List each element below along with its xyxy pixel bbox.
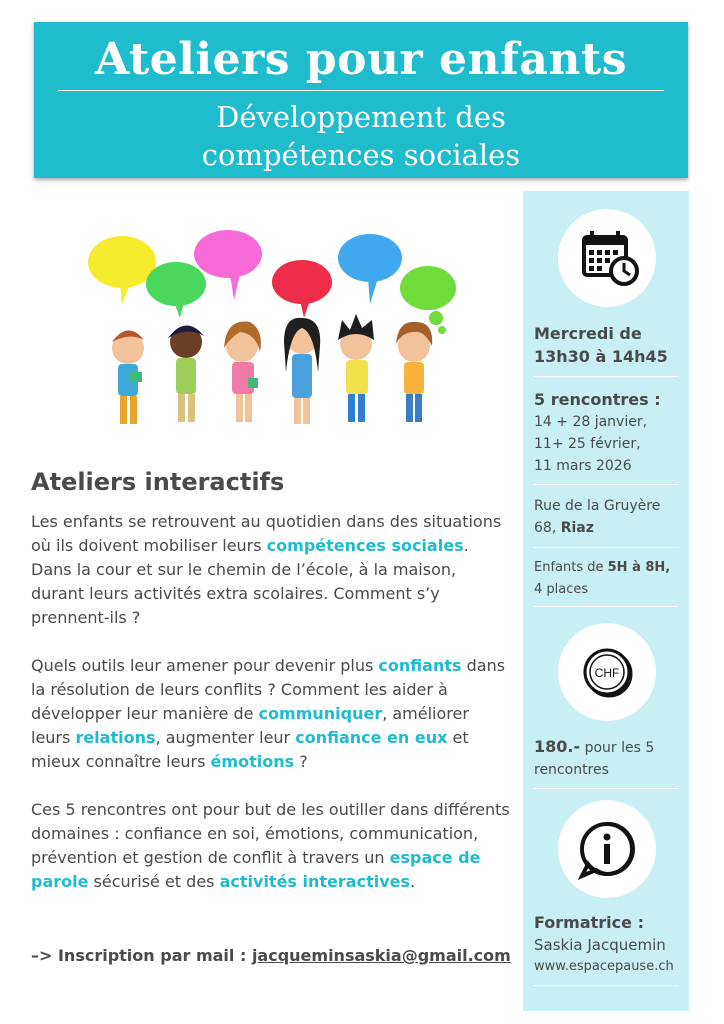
section-title: Ateliers interactifs — [31, 468, 285, 496]
dates-line-1: 14 + 28 janvier, — [534, 414, 648, 430]
trainer-block — [534, 911, 679, 978]
divider — [534, 985, 678, 986]
subtitle-line-1: Développement des — [216, 100, 506, 134]
info-sidebar — [523, 191, 689, 1011]
page-title: Ateliers pour enfants — [95, 34, 627, 85]
divider — [534, 484, 678, 485]
signup-email-link[interactable]: jacqueminsaskia@gmail.com — [251, 946, 511, 965]
address-city-line: 68, Riaz — [534, 520, 594, 536]
price-line: 180.- pour les 5 — [534, 737, 655, 756]
audience-places: 4 places — [534, 582, 589, 597]
address-block — [534, 495, 679, 539]
dates-line-3: 11 mars 2026 — [534, 458, 632, 474]
trainer-title: Formatrice : — [534, 913, 644, 932]
page-subtitle — [34, 98, 688, 174]
title-divider — [58, 90, 664, 91]
chf-coin-icon — [558, 623, 656, 721]
price-line-2: rencontres — [534, 762, 609, 778]
sessions-block — [534, 388, 679, 477]
main-description — [31, 510, 511, 918]
schedule-block — [534, 322, 679, 368]
signup-line — [31, 946, 511, 965]
divider — [534, 788, 678, 789]
calendar-clock-icon — [558, 209, 656, 307]
header-banner — [34, 22, 688, 178]
audience-block — [534, 557, 679, 601]
info-icon — [558, 800, 656, 898]
schedule-time: 13h30 à 14h45 — [534, 347, 668, 366]
divider — [534, 547, 678, 548]
subtitle-line-2: compétences sociales — [201, 138, 521, 172]
website-link[interactable]: www.espacepause.ch — [534, 959, 674, 974]
divider — [534, 606, 678, 607]
price-block — [534, 735, 679, 781]
audience-grades-line: Enfants de 5H à 8H, — [534, 560, 671, 575]
children-speech-bubbles-illustration — [80, 222, 460, 437]
paragraph-1: Les enfants se retrouvent au quotidien dans des situations où ils doivent mobiliser leurs compétences sociales. Dans la cour et sur le chemin de l’école, à la maison, durant leurs activités extra scolaires. Comment s’y prennent-ils ? — [31, 512, 502, 627]
schedule-day: Mercredi de — [534, 324, 642, 343]
sessions-title: 5 rencontres : — [534, 390, 661, 409]
paragraph-2: Quels outils leur amener pour devenir plus confiants dans la résolution de leurs conflits ? Comment les aider à développer leur manière de communiquer, améliorer leurs relations, augmenter leur confiance en eux et mieux connaître leurs émotions ? — [31, 656, 506, 771]
paragraph-3: Ces 5 rencontres ont pour but de les outiller dans différents domaines : confiance en soi, émotions, communication, prévention et gestion de conflit à travers un espace de parole sécurisé et des activités interactives. — [31, 800, 510, 891]
dates-line-2: 11+ 25 février, — [534, 436, 641, 452]
trainer-name: Saskia Jacquemin — [534, 936, 666, 954]
address-street: Rue de la Gruyère — [534, 498, 661, 514]
currency-label: CHF — [594, 666, 620, 680]
signup-label: –> Inscription par mail : — [31, 946, 252, 965]
divider — [534, 376, 678, 377]
